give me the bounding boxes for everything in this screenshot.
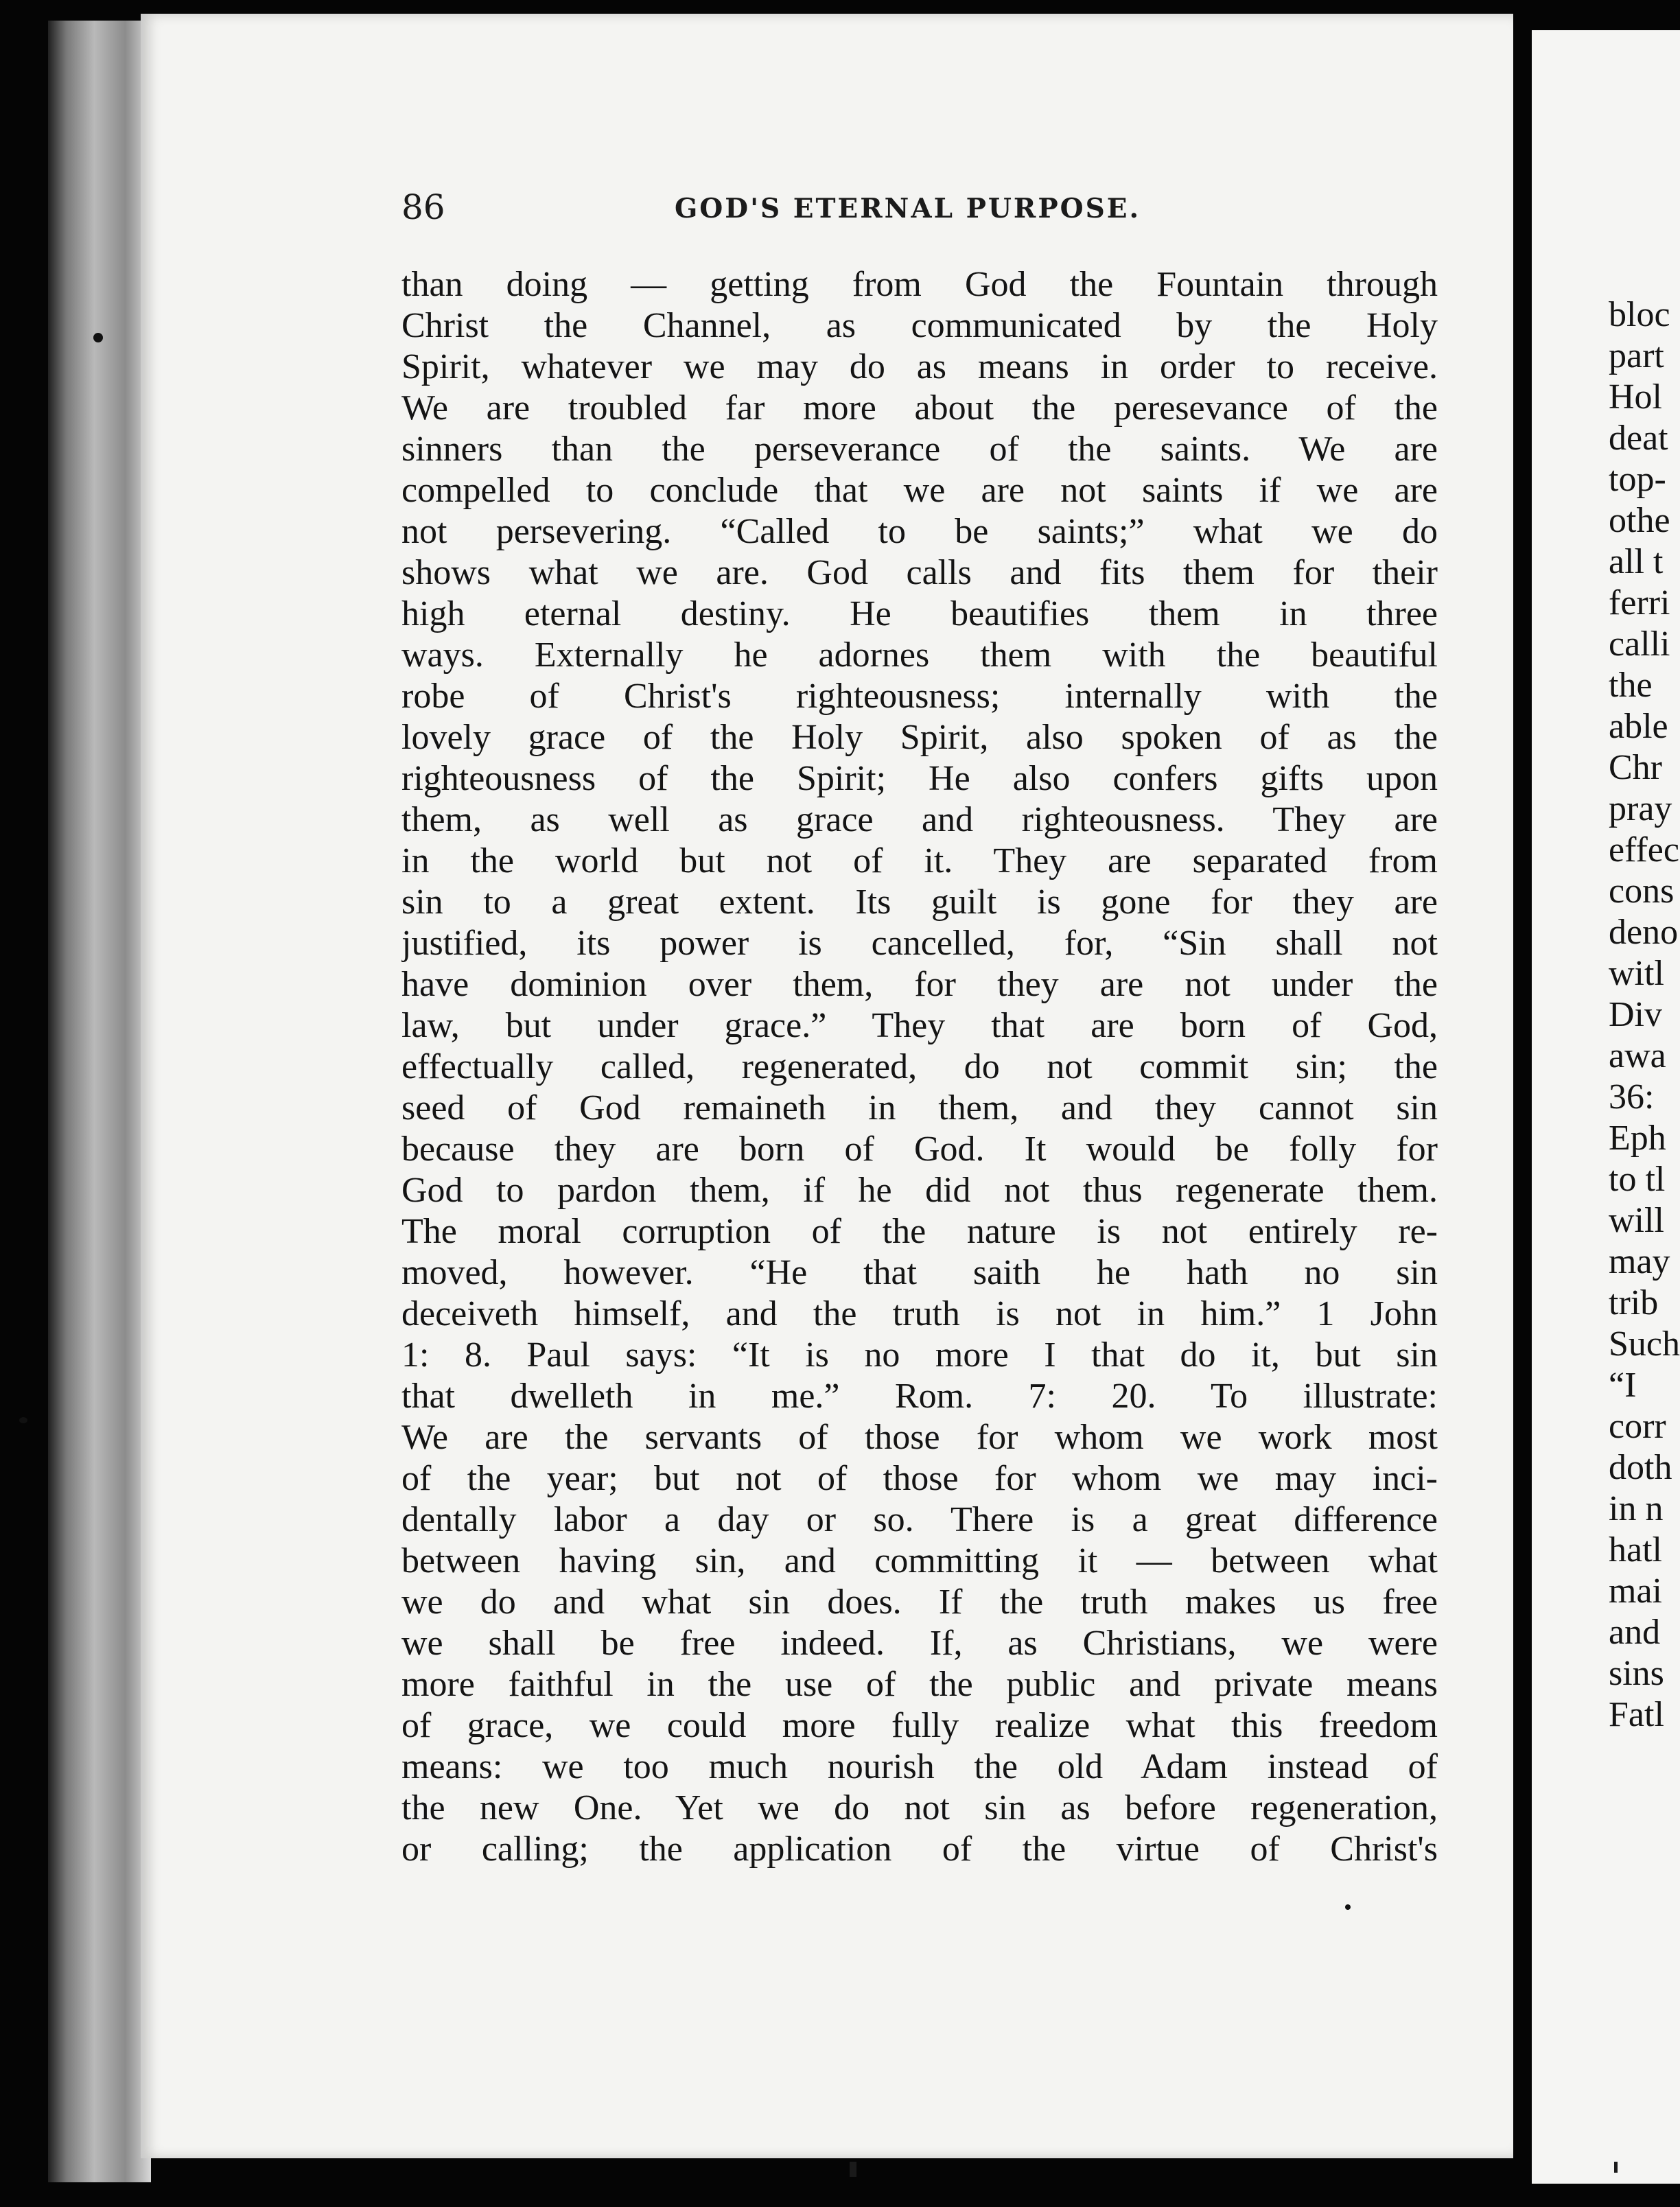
text-line: that dwelleth in me.” Rom. 7: 20. To illustrate: <box>401 1377 1438 1416</box>
text-line: sin to a great extent. Its guilt is gone for they are <box>401 883 1438 922</box>
text-line: not persevering. “Called to be saints;” what we do <box>401 512 1438 551</box>
facing-text-fragment: Hol <box>1609 377 1662 417</box>
text-line: sinners than the perseverance of the saints. We are <box>401 430 1438 469</box>
text-line: righteousness of the Spirit; He also confers gifts upon <box>401 759 1438 798</box>
text-line: because they are born of God. It would be folly for <box>401 1130 1438 1169</box>
facing-text-fragment: in n <box>1609 1489 1664 1528</box>
text-line: compelled to conclude that we are not saints if we are <box>401 471 1438 510</box>
running-title: GOD'S ETERNAL PURPOSE. <box>675 193 1141 224</box>
facing-text-fragment: top- <box>1609 460 1666 499</box>
facing-text-fragment: effec <box>1609 830 1679 869</box>
text-line: than doing — getting from God the Fountain through <box>401 265 1438 304</box>
text-line: 1: 8. Paul says: “It is no more I that do it, but sin <box>401 1335 1438 1375</box>
text-line: we do and what sin does. If the truth makes us free <box>401 1583 1438 1622</box>
text-line: means: we too much nourish the old Adam instead of <box>401 1747 1438 1786</box>
facing-text-fragment: bloc <box>1609 295 1670 334</box>
facing-text-fragment: cons <box>1609 872 1675 911</box>
facing-text-fragment: to tl <box>1609 1160 1666 1199</box>
facing-text-fragment: doth <box>1609 1448 1672 1487</box>
facing-text-fragment: Div <box>1609 995 1662 1034</box>
text-line: lovely grace of the Holy Spirit, also spoken of as the <box>401 718 1438 757</box>
facing-text-fragment: Eph <box>1609 1119 1666 1158</box>
text-line: shows what we are. God calls and fits them for their <box>401 553 1438 592</box>
text-line: effectually called, regenerated, do not commit sin; the <box>401 1047 1438 1086</box>
page-header <box>401 187 1438 228</box>
bottom-edge-mark <box>1614 2162 1618 2173</box>
facing-text-fragment: Fatl <box>1609 1695 1664 1734</box>
facing-text-fragment: Such <box>1609 1324 1680 1364</box>
margin-speck <box>19 1417 27 1423</box>
book-spine-shadow <box>48 21 151 2182</box>
page-body-text <box>401 264 1438 1870</box>
facing-text-fragment: part <box>1609 336 1664 375</box>
text-line: of grace, we could more fully realize what this freedom <box>401 1706 1438 1745</box>
text-line: seed of God remaineth in them, and they cannot sin <box>401 1088 1438 1128</box>
text-line: justified, its power is cancelled, for, “Sin shall not <box>401 924 1438 963</box>
facing-text-fragment: corr <box>1609 1407 1666 1446</box>
text-line: dentally labor a day or so. There is a great difference <box>401 1500 1438 1539</box>
facing-text-fragment: will <box>1609 1201 1664 1240</box>
facing-text-fragment: sins <box>1609 1654 1664 1693</box>
text-line: more faithful in the use of the public and private means <box>401 1665 1438 1704</box>
text-line: we shall be free indeed. If, as Christians, we were <box>401 1624 1438 1663</box>
facing-text-fragment: witl <box>1609 954 1664 993</box>
text-line: high eternal destiny. He beautifies them in three <box>401 594 1438 633</box>
facing-text-fragment: deno <box>1609 913 1679 952</box>
facing-text-fragment: awa <box>1609 1036 1666 1075</box>
text-line: Christ the Channel, as communicated by the Holy <box>401 306 1438 345</box>
facing-text-fragment: calli <box>1609 624 1670 664</box>
facing-text-fragment: ferri <box>1609 583 1670 622</box>
text-line: God to pardon them, if he did not thus regenerate them. <box>401 1171 1438 1210</box>
facing-text-fragment: “I <box>1609 1366 1637 1405</box>
facing-text-fragment: mai <box>1609 1572 1662 1611</box>
facing-text-fragment: othe <box>1609 501 1670 540</box>
text-line: them, as well as grace and righteousness. They are <box>401 800 1438 839</box>
facing-text-fragment: and <box>1609 1613 1661 1652</box>
facing-text-fragment: the <box>1609 666 1653 705</box>
margin-speck <box>1345 1904 1351 1910</box>
text-line: Spirit, whatever we may do as means in order to receive. <box>401 347 1438 386</box>
text-line: moved, however. “He that saith he hath no sin <box>401 1253 1438 1292</box>
text-line: We are troubled far more about the peresevance of the <box>401 388 1438 428</box>
text-line: the new One. Yet we do not sin as before regeneration, <box>401 1788 1438 1828</box>
facing-text-fragment: all t <box>1609 542 1664 581</box>
facing-text-fragment: able <box>1609 707 1668 746</box>
facing-text-fragment: may <box>1609 1242 1670 1281</box>
margin-speck <box>93 333 103 342</box>
facing-text-fragment: pray <box>1609 789 1672 828</box>
text-line: law, but under grace.” They that are born of God, <box>401 1006 1438 1045</box>
text-line: ways. Externally he adornes them with the beautiful <box>401 635 1438 675</box>
text-line: robe of Christ's righteousness; internally with the <box>401 677 1438 716</box>
text-line: between having sin, and committing it — between what <box>401 1541 1438 1580</box>
facing-page-edge <box>1532 30 1680 2184</box>
facing-page-text <box>1609 294 1680 1736</box>
facing-text-fragment: hatl <box>1609 1530 1662 1569</box>
facing-text-fragment: 36: <box>1609 1077 1655 1117</box>
facing-text-fragment: Chr <box>1609 748 1662 787</box>
facing-text-fragment: deat <box>1609 419 1668 458</box>
text-line: of the year; but not of those for whom we may inci- <box>401 1459 1438 1498</box>
text-line: deceiveth himself, and the truth is not in him.” 1 John <box>401 1294 1438 1333</box>
page-number: 86 <box>401 187 445 227</box>
bottom-edge-mark <box>850 2162 856 2177</box>
text-line: We are the servants of those for whom we work most <box>401 1418 1438 1457</box>
text-line: have dominion over them, for they are not under the <box>401 965 1438 1004</box>
text-line: or calling; the application of the virtue of Christ's <box>401 1830 1438 1869</box>
text-line: in the world but not of it. They are separated from <box>401 841 1438 880</box>
facing-text-fragment: trib <box>1609 1283 1659 1322</box>
text-line: The moral corruption of the nature is not entirely re- <box>401 1212 1438 1251</box>
